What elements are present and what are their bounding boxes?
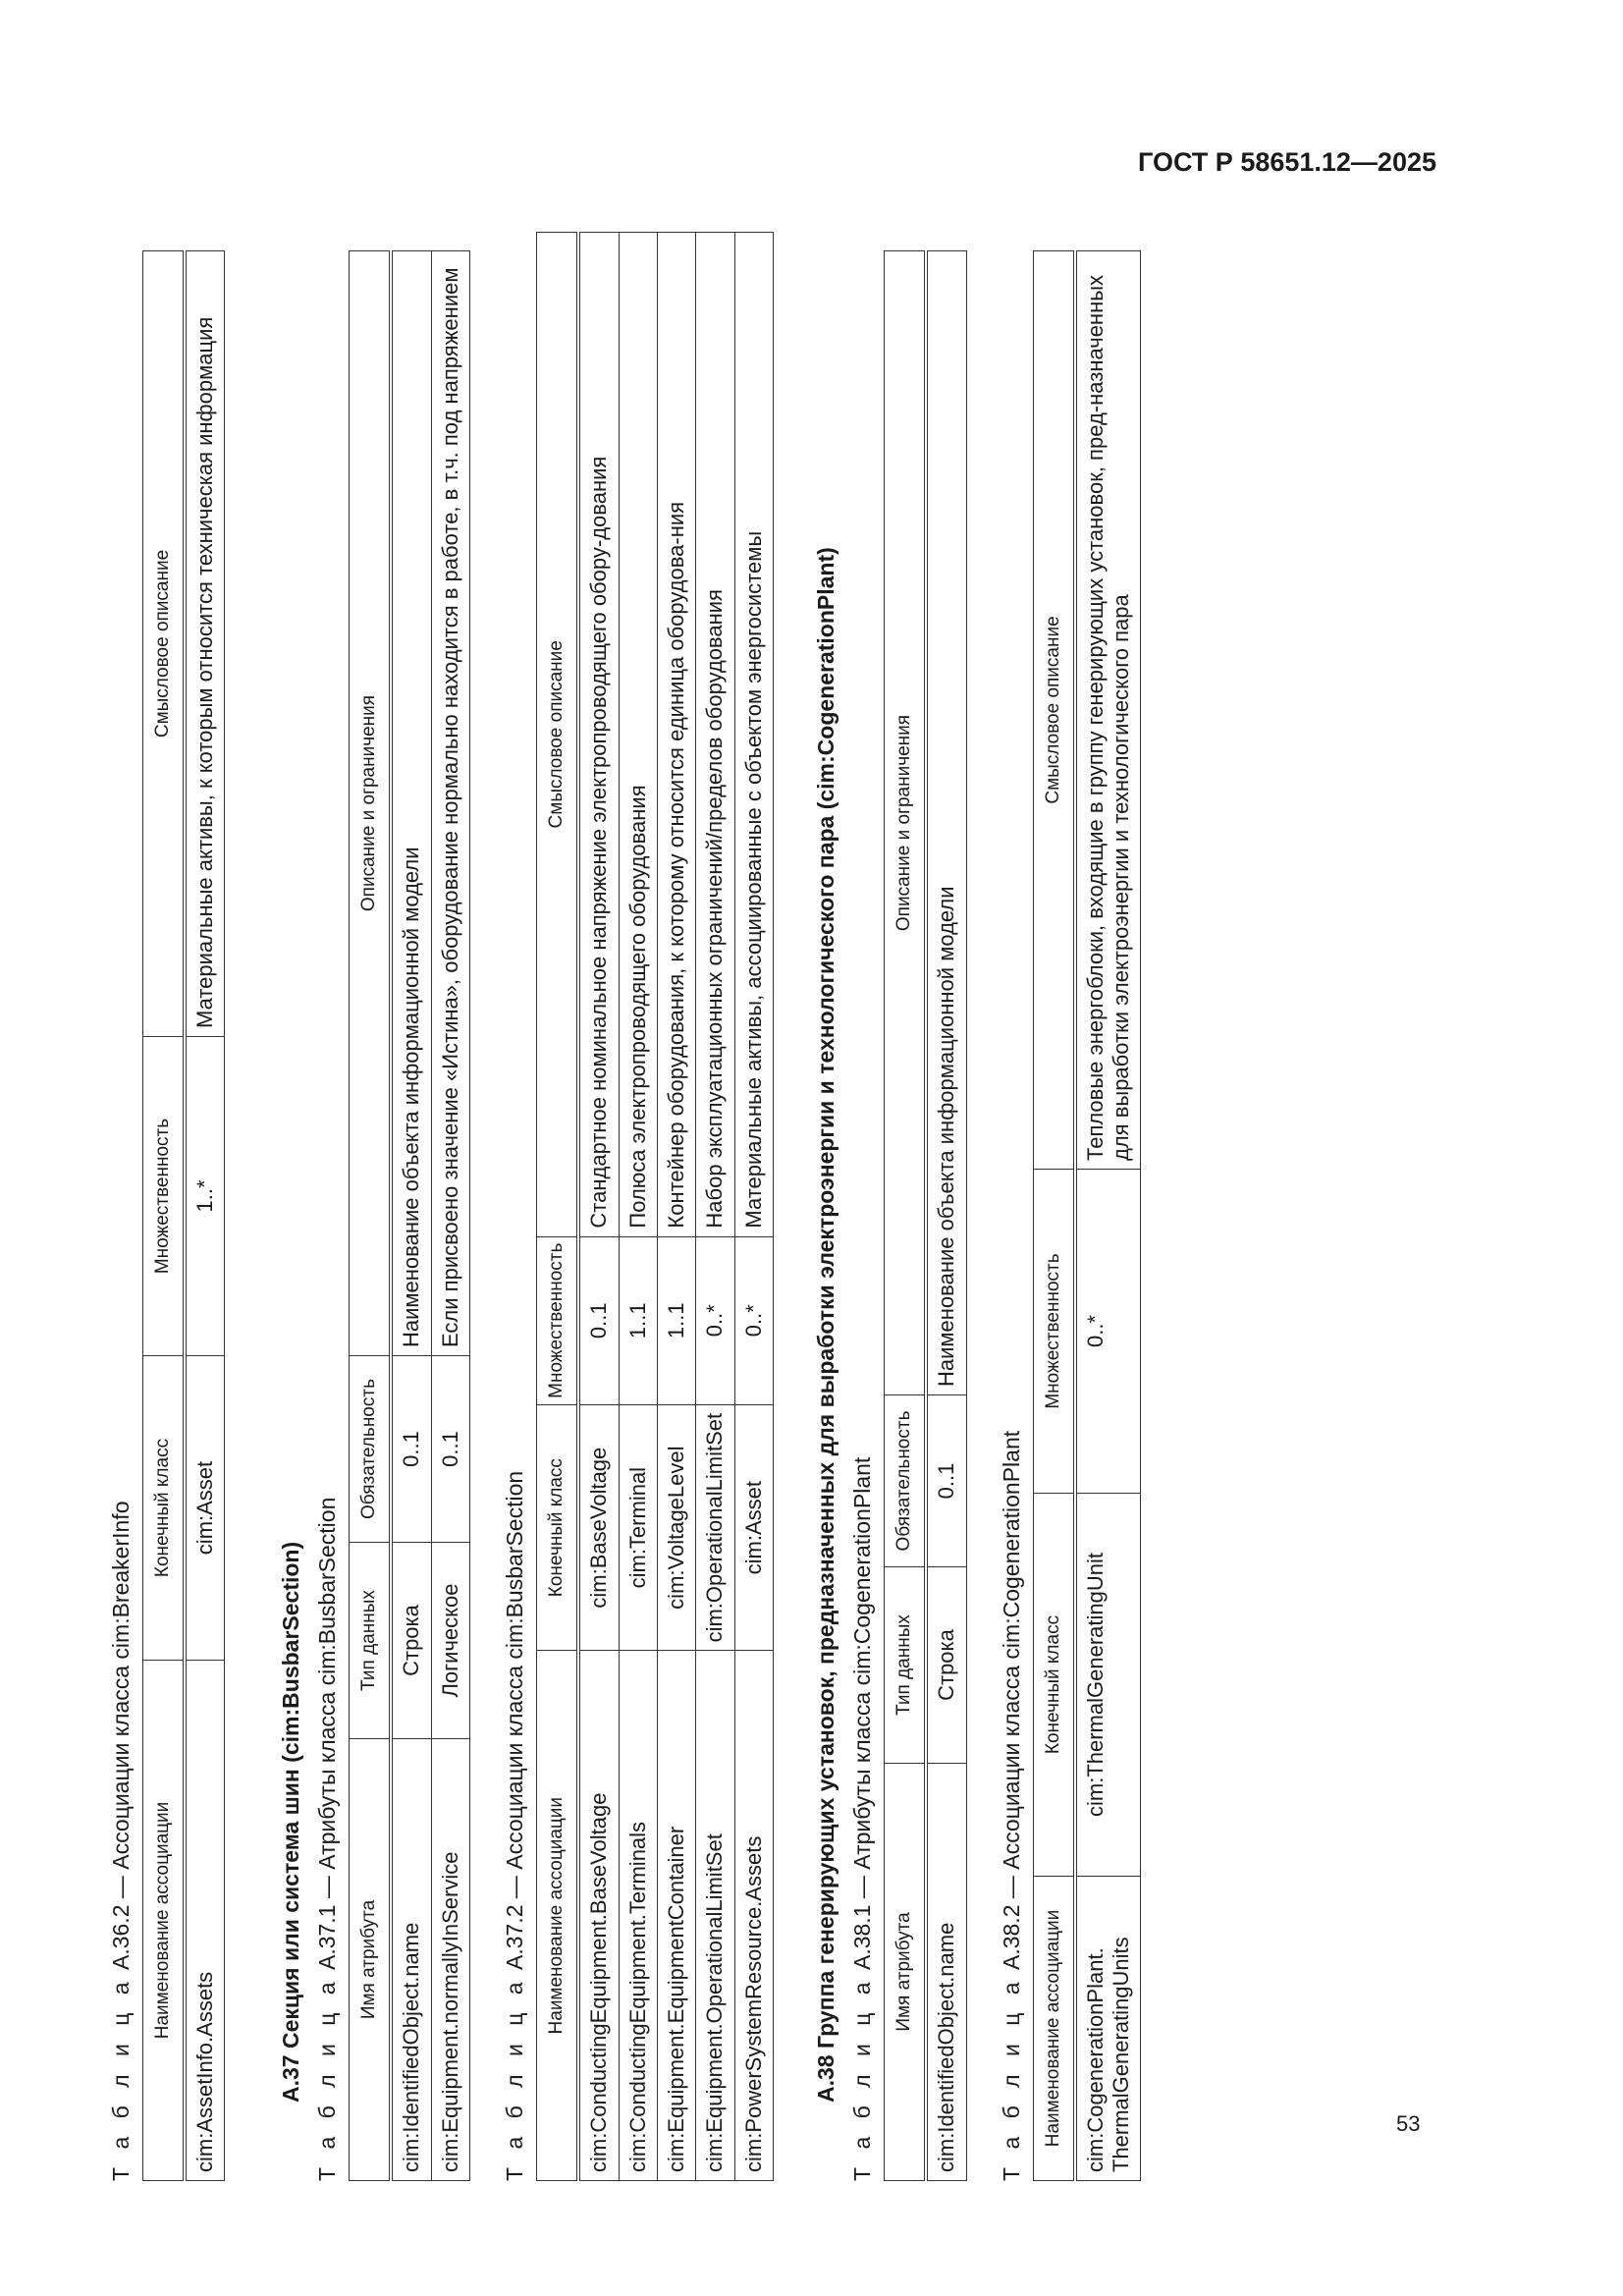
- cell: Тепловые энергоблоки, входящие в группу генерирующих установок, пред-назначенных для выработки электроэнергии и технологического пара: [1075, 251, 1141, 1170]
- cell: cim:PowerSystemResource.Assets: [734, 1651, 773, 2181]
- cell: cim:Equipment.normallyInService: [431, 1739, 469, 2181]
- cell: 1..1: [619, 1236, 657, 1404]
- cell: Материальные активы, к которым относится техническая информация: [185, 251, 225, 1037]
- col-header: Конечный класс: [537, 1404, 579, 1651]
- cell: 0..1: [578, 1236, 619, 1404]
- col-header: Конечный класс: [1033, 1494, 1075, 1877]
- table-row: [696, 233, 734, 2181]
- col-header: Обязательность: [885, 1395, 927, 1567]
- caption-text: А.38.2 — Ассоциации класса cim:CogenerationPlant: [998, 1430, 1024, 1971]
- cell: cim:VoltageLevel: [657, 1404, 695, 1651]
- table-word: Т а б л и ц а: [314, 1976, 341, 2181]
- caption-a37-1: [314, 232, 341, 2181]
- col-header: Обязательность: [350, 1356, 392, 1543]
- cell: cim:AssetInfo.Assets: [185, 1661, 225, 2181]
- table-word: Т а б л и ц а: [849, 1976, 876, 2181]
- cell: cim:IdentifiedObject.name: [926, 1764, 966, 2181]
- cell: cim:Equipment.OperationalLimitSet: [696, 1651, 734, 2181]
- cell: Материальные активы, ассоциированные с объектом энергосистемы: [734, 233, 773, 1237]
- cell: 1..1: [657, 1236, 695, 1404]
- caption-a37-2: [502, 232, 528, 2181]
- table-row: [185, 251, 225, 2181]
- col-header: Тип данных: [885, 1567, 927, 1764]
- caption-a38-1: [849, 232, 876, 2181]
- cell: 0..*: [734, 1236, 773, 1404]
- section-title-a37: А.37 Секция или система шин (cim:BusbarSection): [278, 1541, 304, 2103]
- cell: 0..1: [431, 1356, 469, 1543]
- cell: cim:IdentifiedObject.name: [391, 1739, 431, 2181]
- cell: cim:ConductingEquipment.Terminals: [619, 1651, 657, 2181]
- cell: cim:Asset: [185, 1356, 225, 1661]
- cell: cim:BaseVoltage: [578, 1404, 619, 1651]
- cell: 1..*: [185, 1037, 225, 1356]
- table-row: [734, 233, 773, 2181]
- col-header: Имя атрибута: [885, 1764, 927, 2181]
- cell: Наименование объекта информационной модели: [391, 251, 431, 1356]
- cell: cim:ThermalGeneratingUnit: [1075, 1494, 1141, 1877]
- cell: cim:CogenerationPlant. ThermalGeneratingUnits: [1075, 1877, 1141, 2181]
- table-row: [431, 251, 469, 2181]
- caption-text: А.36.2 — Ассоциации класса cim:BreakerInfo: [108, 1501, 134, 1971]
- col-header: Тип данных: [350, 1543, 392, 1739]
- table-word: Т а б л и ц а: [502, 1976, 528, 2181]
- col-header: Описание и ограничения: [885, 251, 927, 1395]
- table-row: [657, 233, 695, 2181]
- cell: Полюса электропроводящего оборудования: [619, 233, 657, 1237]
- caption-text: А.38.1 — Атрибуты класса cim:CogenerationPlant: [849, 1456, 876, 1971]
- table-a36-2: [142, 250, 225, 2181]
- caption-text: А.37.1 — Атрибуты класса cim:BusbarSection: [314, 1497, 341, 1971]
- cell: 0..1: [926, 1395, 966, 1567]
- col-header: Наименование ассоциации: [143, 1661, 186, 2181]
- col-header: Имя атрибута: [350, 1739, 392, 2181]
- col-header: Множественность: [1033, 1170, 1075, 1494]
- table-row: [1075, 251, 1141, 2181]
- table-a38-2: [1033, 250, 1142, 2181]
- cell: Строка: [926, 1567, 966, 1764]
- table-row: [619, 233, 657, 2181]
- table-row: [926, 251, 966, 2181]
- cell: cim:Asset: [734, 1404, 773, 1651]
- cell: cim:Terminal: [619, 1404, 657, 1651]
- document-id: ГОСТ Р 58651.12—2025: [1138, 147, 1436, 177]
- col-header: Смысловое описание: [537, 233, 579, 1237]
- cell: Если присвоено значение «Истина», оборудование нормально находится в работе, в т.ч. под напряжением: [431, 251, 469, 1356]
- rotated-page-content: [108, 232, 1375, 2181]
- col-header: Множественность: [143, 1037, 186, 1356]
- section-title-a38: А.38 Группа генерирующих установок, предназначенных для выработки электроэнергии и технологического пара (cim:CogenerationPlant): [813, 547, 839, 2103]
- cell: Набор эксплуатационных ограничений/пределов оборудования: [696, 233, 734, 1237]
- table-row: [391, 251, 431, 2181]
- col-header: Смысловое описание: [1033, 251, 1075, 1170]
- col-header: Наименование ассоциации: [1033, 1877, 1075, 2181]
- page-number: 53: [1396, 2111, 1421, 2136]
- cell: Логическое: [431, 1543, 469, 1739]
- table-row: [578, 233, 619, 2181]
- cell: 0..*: [1075, 1170, 1141, 1494]
- table-a38-1: [884, 250, 966, 2181]
- caption-a36-2: [108, 232, 135, 2181]
- col-header: Конечный класс: [143, 1356, 186, 1661]
- caption-a38-2: [999, 232, 1025, 2181]
- cell: cim:OperationalLimitSet: [696, 1404, 734, 1651]
- table-word: Т а б л и ц а: [108, 1976, 134, 2181]
- cell: Строка: [391, 1543, 431, 1739]
- caption-text: А.37.2 — Ассоциации класса cim:BusbarSection: [502, 1470, 528, 1971]
- table-a37-2: [536, 232, 774, 2181]
- cell: Контейнер оборудования, к которому относится единица оборудова-ния: [657, 233, 695, 1237]
- cell: cim:Equipment.EquipmentContainer: [657, 1651, 695, 2181]
- table-word: Т а б л и ц а: [998, 1976, 1024, 2181]
- col-header: Описание и ограничения: [350, 251, 392, 1356]
- col-header: Наименование ассоциации: [537, 1651, 579, 2181]
- cell: 0..*: [696, 1236, 734, 1404]
- col-header: Множественность: [537, 1236, 579, 1404]
- cell: Стандартное номинальное напряжение электропроводящего обору-дования: [578, 233, 619, 1237]
- cell: 0..1: [391, 1356, 431, 1543]
- col-header: Смысловое описание: [143, 251, 186, 1037]
- table-a37-1: [349, 250, 470, 2181]
- cell: cim:ConductingEquipment.BaseVoltage: [578, 1651, 619, 2181]
- cell: Наименование объекта информационной модели: [926, 251, 966, 1395]
